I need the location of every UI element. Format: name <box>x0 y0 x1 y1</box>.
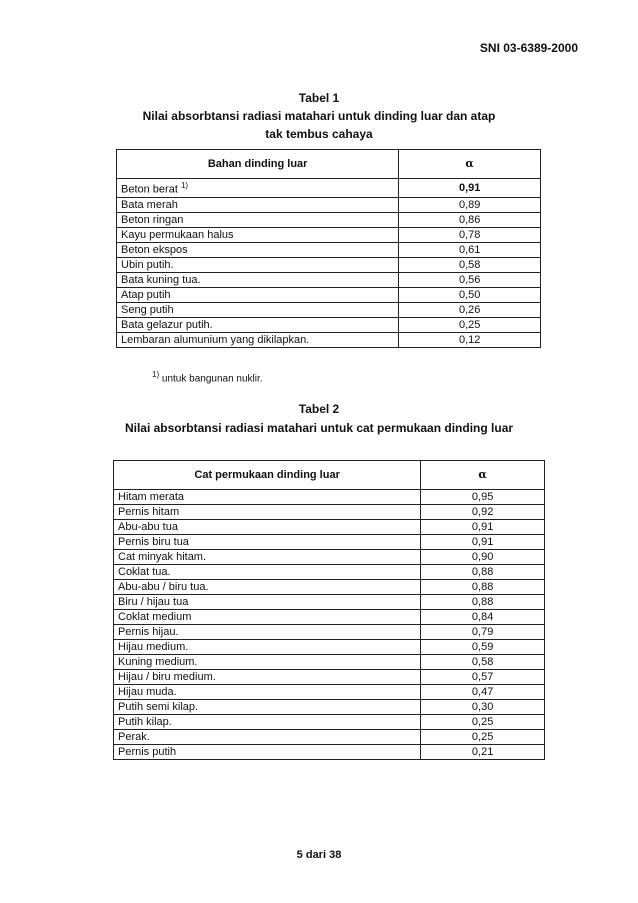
material-cell <box>114 490 421 505</box>
material-name: Hitam merata <box>118 491 185 503</box>
alpha-value: 0,92 <box>421 505 545 520</box>
material-cell <box>114 535 421 550</box>
material-name: Putih kilap. <box>118 716 172 728</box>
material-cell <box>117 317 399 332</box>
material-name: Abu-abu tua <box>118 521 178 533</box>
table1-title-line1: Nilai absorbtansi radiasi matahari untuk dinding luar dan atap <box>142 109 496 123</box>
alpha-value: 0,26 <box>399 302 541 317</box>
table2-header-alpha: α <box>421 461 545 490</box>
table-row <box>117 272 541 287</box>
material-name: Kuning medium. <box>118 656 198 668</box>
table-row <box>114 610 545 625</box>
table-row <box>114 520 545 535</box>
material-cell <box>114 580 421 595</box>
material-name: Pernis biru tua <box>118 536 189 548</box>
alpha-value: 0,21 <box>421 745 545 760</box>
material-cell <box>117 179 399 198</box>
material-cell <box>114 730 421 745</box>
table-row <box>117 227 541 242</box>
table1-header-row <box>117 150 541 179</box>
table-row <box>117 257 541 272</box>
table1-header-alpha: α <box>399 150 541 179</box>
table-row <box>114 685 545 700</box>
material-cell <box>117 287 399 302</box>
table1-footnote <box>152 370 263 384</box>
material-name: Pernis putih <box>118 746 177 758</box>
alpha-value: 0,88 <box>421 580 545 595</box>
table-row <box>117 242 541 257</box>
table2 <box>113 460 545 760</box>
material-name: Lembaran alumunium yang dikilapkan. <box>121 333 310 346</box>
material-cell <box>114 565 421 580</box>
material-name: Abu-abu / biru tua. <box>118 581 209 593</box>
material-cell <box>114 625 421 640</box>
material-cell <box>117 242 399 257</box>
material-name: Beton ekspos <box>121 243 188 256</box>
footnote-reference: 1) <box>180 181 189 190</box>
material-name: Bata merah <box>121 198 178 211</box>
material-name: Atap putih <box>121 288 171 301</box>
table-row <box>114 580 545 595</box>
material-cell <box>114 670 421 685</box>
table-row <box>114 505 545 520</box>
material-name: Bata kuning tua. <box>121 273 201 286</box>
material-name: Hijau / biru medium. <box>118 671 216 683</box>
alpha-value: 0,89 <box>399 197 541 212</box>
table1 <box>116 149 541 348</box>
table-row <box>114 745 545 760</box>
material-name: Cat minyak hitam. <box>118 551 207 563</box>
material-cell <box>114 595 421 610</box>
table1-header-material: Bahan dinding luar <box>117 150 399 179</box>
table2-label: Tabel 2 <box>298 402 340 416</box>
material-name: Pernis hitam <box>118 506 180 518</box>
table-row <box>114 700 545 715</box>
alpha-value: 0,91 <box>421 535 545 550</box>
alpha-value: 0,88 <box>421 565 545 580</box>
alpha-value: 0,25 <box>421 715 545 730</box>
table-row <box>114 490 545 505</box>
alpha-value: 0,88 <box>421 595 545 610</box>
document-code: SNI 03-6389-2000 <box>479 41 578 55</box>
material-cell <box>117 212 399 227</box>
material-cell <box>114 745 421 760</box>
alpha-value: 0,91 <box>399 179 541 198</box>
table-row <box>114 730 545 745</box>
alpha-value: 0,30 <box>421 700 545 715</box>
material-name: Perak. <box>118 731 150 743</box>
table-row <box>117 212 541 227</box>
material-cell <box>114 655 421 670</box>
table2-header-material: Cat permukaan dinding luar <box>114 461 421 490</box>
alpha-value: 0,59 <box>421 640 545 655</box>
table1-title-line2: tak tembus cahaya <box>265 127 373 141</box>
material-cell <box>117 197 399 212</box>
table-row <box>114 640 545 655</box>
material-name: Coklat tua. <box>118 566 171 578</box>
table-row <box>114 595 545 610</box>
material-name: Kayu permukaan halus <box>121 228 234 241</box>
material-name: Coklat medium <box>118 611 192 623</box>
material-name: Seng putih <box>121 303 174 316</box>
table-row <box>117 197 541 212</box>
alpha-value: 0,58 <box>421 655 545 670</box>
table2-title: Nilai absorbtansi radiasi matahari untuk cat permukaan dinding luar <box>124 421 514 435</box>
alpha-value: 0,50 <box>399 287 541 302</box>
table-row <box>114 715 545 730</box>
material-name: Putih semi kilap. <box>118 701 199 713</box>
table-row <box>114 655 545 670</box>
material-cell <box>117 227 399 242</box>
alpha-value: 0,58 <box>399 257 541 272</box>
table-row <box>117 287 541 302</box>
alpha-value: 0,25 <box>421 730 545 745</box>
material-cell <box>114 610 421 625</box>
alpha-value: 0,47 <box>421 685 545 700</box>
table-row <box>114 625 545 640</box>
alpha-value: 0,57 <box>421 670 545 685</box>
material-cell <box>117 257 399 272</box>
table-row <box>117 179 541 198</box>
material-name: Ubin putih. <box>121 258 174 271</box>
table1-label: Tabel 1 <box>298 91 340 105</box>
table-row <box>117 302 541 317</box>
alpha-value: 0,86 <box>399 212 541 227</box>
footnote-text: untuk bangunan nuklir. <box>161 373 263 385</box>
footnote-mark: 1) <box>152 370 160 379</box>
table2-header-row <box>114 461 545 490</box>
material-cell <box>114 640 421 655</box>
material-name: Hijau muda. <box>118 686 177 698</box>
material-cell <box>114 520 421 535</box>
material-name: Hijau medium. <box>118 641 189 653</box>
alpha-value: 0,95 <box>421 490 545 505</box>
table-row <box>117 332 541 347</box>
material-name: Pernis hijau. <box>118 626 179 638</box>
table-row <box>114 670 545 685</box>
material-cell <box>117 302 399 317</box>
alpha-value: 0,90 <box>421 550 545 565</box>
table-row <box>114 565 545 580</box>
table-row <box>114 550 545 565</box>
material-cell <box>114 700 421 715</box>
material-cell <box>117 332 399 347</box>
alpha-value: 0,84 <box>421 610 545 625</box>
alpha-value: 0,78 <box>399 227 541 242</box>
material-cell <box>114 505 421 520</box>
alpha-value: 0,25 <box>399 317 541 332</box>
alpha-value: 0,91 <box>421 520 545 535</box>
alpha-value: 0,61 <box>399 242 541 257</box>
material-cell <box>117 272 399 287</box>
table-row <box>114 535 545 550</box>
alpha-value: 0,12 <box>399 332 541 347</box>
material-cell <box>114 715 421 730</box>
alpha-value: 0,79 <box>421 625 545 640</box>
material-name: Beton berat <box>121 183 178 196</box>
material-name: Beton ringan <box>121 213 184 226</box>
material-cell <box>114 550 421 565</box>
table-row <box>117 317 541 332</box>
page-number: 5 dari 38 <box>296 849 342 861</box>
material-name: Biru / hijau tua <box>118 596 189 608</box>
alpha-value: 0,56 <box>399 272 541 287</box>
material-name: Bata gelazur putih. <box>121 318 213 331</box>
material-cell <box>114 685 421 700</box>
